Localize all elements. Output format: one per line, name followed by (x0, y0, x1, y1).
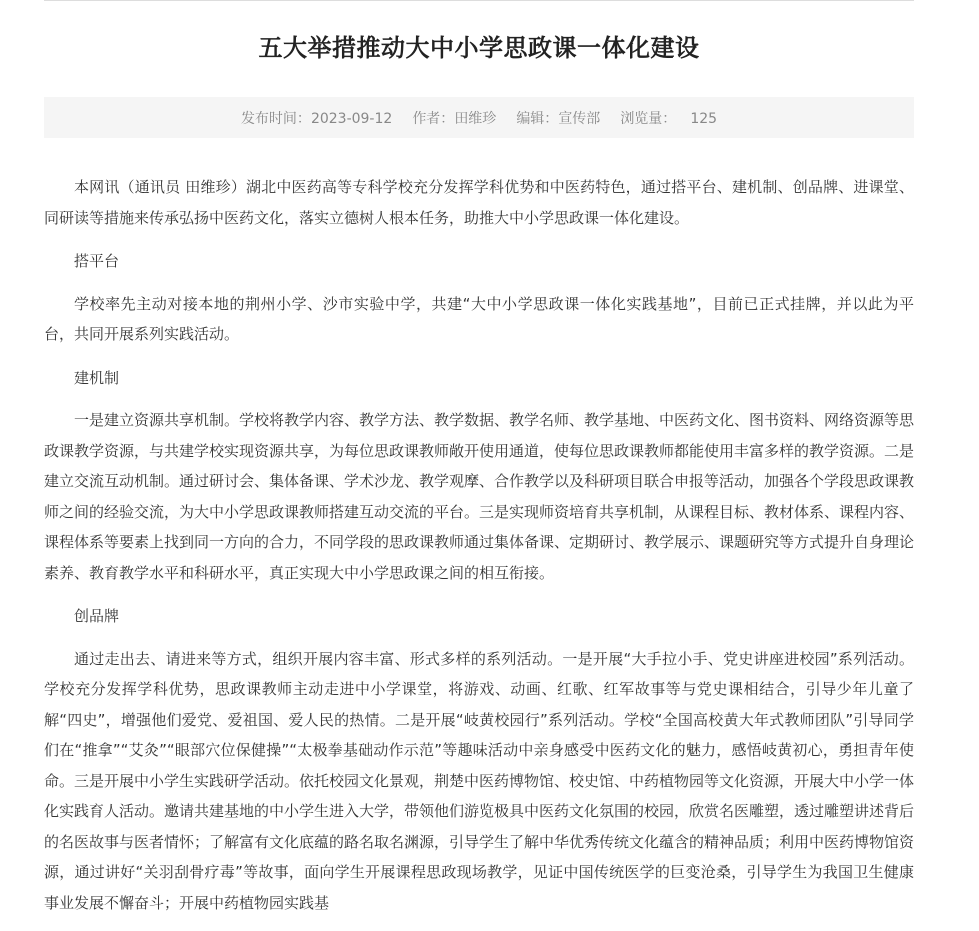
article-body (44, 172, 914, 918)
meta-author-value: 田维珍 (454, 110, 497, 127)
article-paragraph-brand: 通过走出去、请进来等方式，组织开展内容丰富、形式多样的系列活动。一是开展“大手拉小手、党史讲座进校园”系列活动。学校充分发挥学科优势，思政课教师主动走进中小学课堂，将游戏、动画、红歌、红军故事等与党史课相结合，引导少年儿童了解“四史”，增强他们爱党、爱祖国、爱人民的热情。二是开展“岐黄校园行”系列活动。学校“全国高校黄大年式教师团队”引导同学们在“推拿”“艾灸”“眼部穴位保健操”“太极拳基础动作示范”等趣味活动中亲身感受中医药文化的魅力，感悟岐黄初心，勇担青年使命。三是开展中小学生实践研学活动。依托校园文化景观，荆楚中医药博物馆、校史馆、中药植物园等文化资源，开展大中小学一体化实践育人活动。邀请共建基地的中小学生进入大学，带领他们游览极具中医药文化氛围的校园，欣赏名医雕塑，透过雕塑讲述背后的名医故事与医者情怀；了解富有文化底蕴的路名取名渊源，引导学生了解中华优秀传统文化蕴含的精神品质；利用中医药博物馆资源，通过讲好“关羽刮骨疗毒”等故事，面向学生开展课程思政现场教学，见证中国传统医学的巨变沧桑，引导学生为我国卫生健康事业发展不懈奋斗；开展中药植物园实践基 (44, 649, 915, 912)
meta-editor-label: 编辑： (516, 110, 559, 127)
article-paragraph-mechanism: 一是建立资源共享机制。学校将教学内容、教学方法、教学数据、教学名师、教学基地、中医药文化、图书资料、网络资源等思政课教学资源，与共建学校实现资源共享，为每位思政课教师敞开使用通道，使每位思政课教师都能使用丰富多样的教学资源。二是建立交流互动机制。通过研讨会、集体备课、学术沙龙、教学观摩、合作教学以及科研项目联合申报等活动，加强各个学段思政课教师之间的经验交流，为大中小学思政课教师搭建互动交流的平台。三是实现师资培育共享机制，从课程目标、教材体系、课程内容、课程体系等要素上找到同一方向的合力，不同学段的思政课教师通过集体备课、定期研讨、教学展示、课题研究等方式提升自身理论素养、教育教学水平和科研水平，真正实现大中小学思政课之间的相互衔接。 (44, 411, 915, 582)
top-divider (44, 0, 914, 1)
meta-views-label: 浏览量： (620, 110, 677, 127)
article-paragraph-intro: 本网讯（通讯员 田维珍）湖北中医药高等专科学校充分发挥学科优势和中医药特色，通过搭平台、建机制、创品牌、进课堂、同研读等措施来传承弘扬中医药文化，落实立德树人根本任务，助推大中小学思政课一体化建设。 (44, 178, 914, 227)
section-heading-mechanism: 建机制 (74, 368, 120, 387)
section-heading-brand: 创品牌 (74, 607, 120, 625)
meta-date-value: 2023-09-12 (310, 110, 393, 127)
meta-editor-value: 宣传部 (558, 110, 601, 127)
section-heading-platform: 搭平台 (74, 252, 120, 270)
meta-author-label: 作者： (412, 110, 455, 127)
meta-views-value: 125 (690, 110, 718, 127)
meta-editor (516, 108, 600, 128)
article-paragraph-platform: 学校率先主动对接本地的荆州小学、沙市实验中学，共建“大中小学思政课一体化实践基地”，目前已正式挂牌，并以此为平台，共同开展系列实践活动。 (44, 294, 914, 343)
article-title: 五大举措推动大中小学思政课一体化建设 (258, 34, 700, 62)
meta-date (241, 108, 392, 128)
meta-date-label: 发布时间： (240, 110, 311, 127)
article (44, 0, 914, 931)
article-meta-bar (44, 97, 914, 138)
meta-author (412, 108, 496, 128)
meta-views (620, 108, 717, 128)
